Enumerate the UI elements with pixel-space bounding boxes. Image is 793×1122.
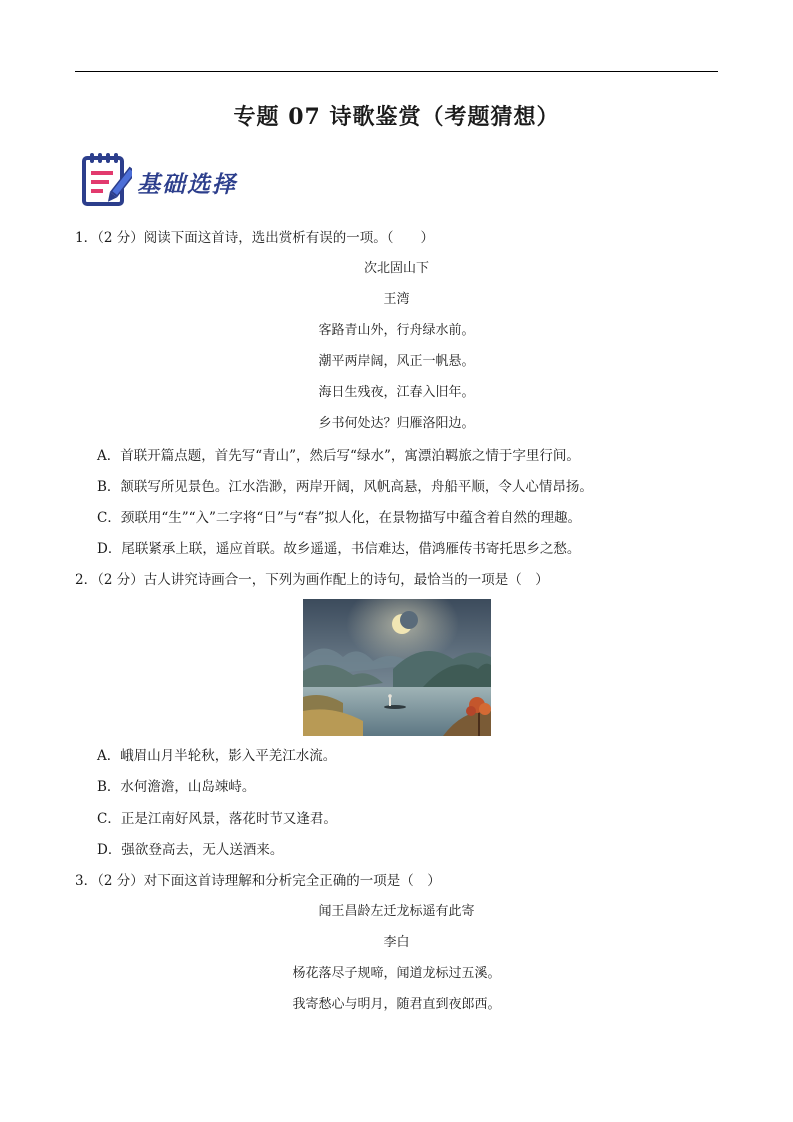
q3-poem-author: 李白 [383,935,410,950]
q1-poem-title: 次北固山下 [363,261,429,276]
q3-stem: 3．（2 分）对下面这首诗理解和分析完全正确的一项是（ ） [75,873,441,889]
q3-poem-line: 杨花落尽子规啼，闻道龙标过五溪。 [292,966,501,981]
q1-option-a: A．首联开篇点题，首先写“青山”，然后写“绿水”，寓漂泊羁旅之情于字里行间。 [97,448,580,464]
q2-option-c: C．正是江南好风景，落花时节又逢君。 [97,811,337,827]
q1-option-d: D．尾联紧承上联，遥应首联。故乡遥遥，书信难达，借鸿雁传书寄托思乡之愁。 [97,541,581,557]
q1-poem-line: 乡书何处达？归雁洛阳边。 [318,416,475,431]
q2-option-a: A．峨眉山月半轮秋，影入平羌江水流。 [97,748,337,764]
q3-poem-line: 我寄愁心与明月，随君直到夜郎西。 [292,997,501,1012]
q1-stem: 1．（2 分）阅读下面这首诗，选出赏析有误的一项。（ ） [75,230,434,246]
moonlit-river-painting [303,599,491,736]
section-badge [80,152,260,210]
q1-poem-line: 海日生残夜，江春入旧年。 [318,385,475,400]
section-badge-label: 基础选择 [137,171,237,198]
q1-poem-author: 王湾 [383,292,410,307]
q1-option-b: B．颔联写所见景色。江水浩渺，两岸开阔，风帆高悬，舟船平顺，令人心情昂扬。 [97,479,593,495]
q1-poem-line: 客路青山外，行舟绿水前。 [318,323,475,338]
header-rule [75,71,718,72]
q1-option-c: C．颈联用“生”“入”二字将“日”与“春”拟人化，在景物描写中蕴含着自然的理趣。 [97,510,582,526]
q2-option-d: D．强欲登高去，无人送酒来。 [97,842,284,858]
notepad-pencil-icon [80,152,132,210]
q1-poem-line: 潮平两岸阔，风正一帆悬。 [318,354,475,369]
q2-stem: 2．（2 分）古人讲究诗画合一，下列为画作配上的诗句，最恰当的一项是（ ） [75,572,549,588]
page-title: 专题 07 诗歌鉴赏（考题猜想） [233,104,560,130]
q3-poem-title: 闻王昌龄左迁龙标遥有此寄 [318,904,475,919]
q2-option-b: B．水何澹澹，山岛竦峙。 [97,779,256,795]
